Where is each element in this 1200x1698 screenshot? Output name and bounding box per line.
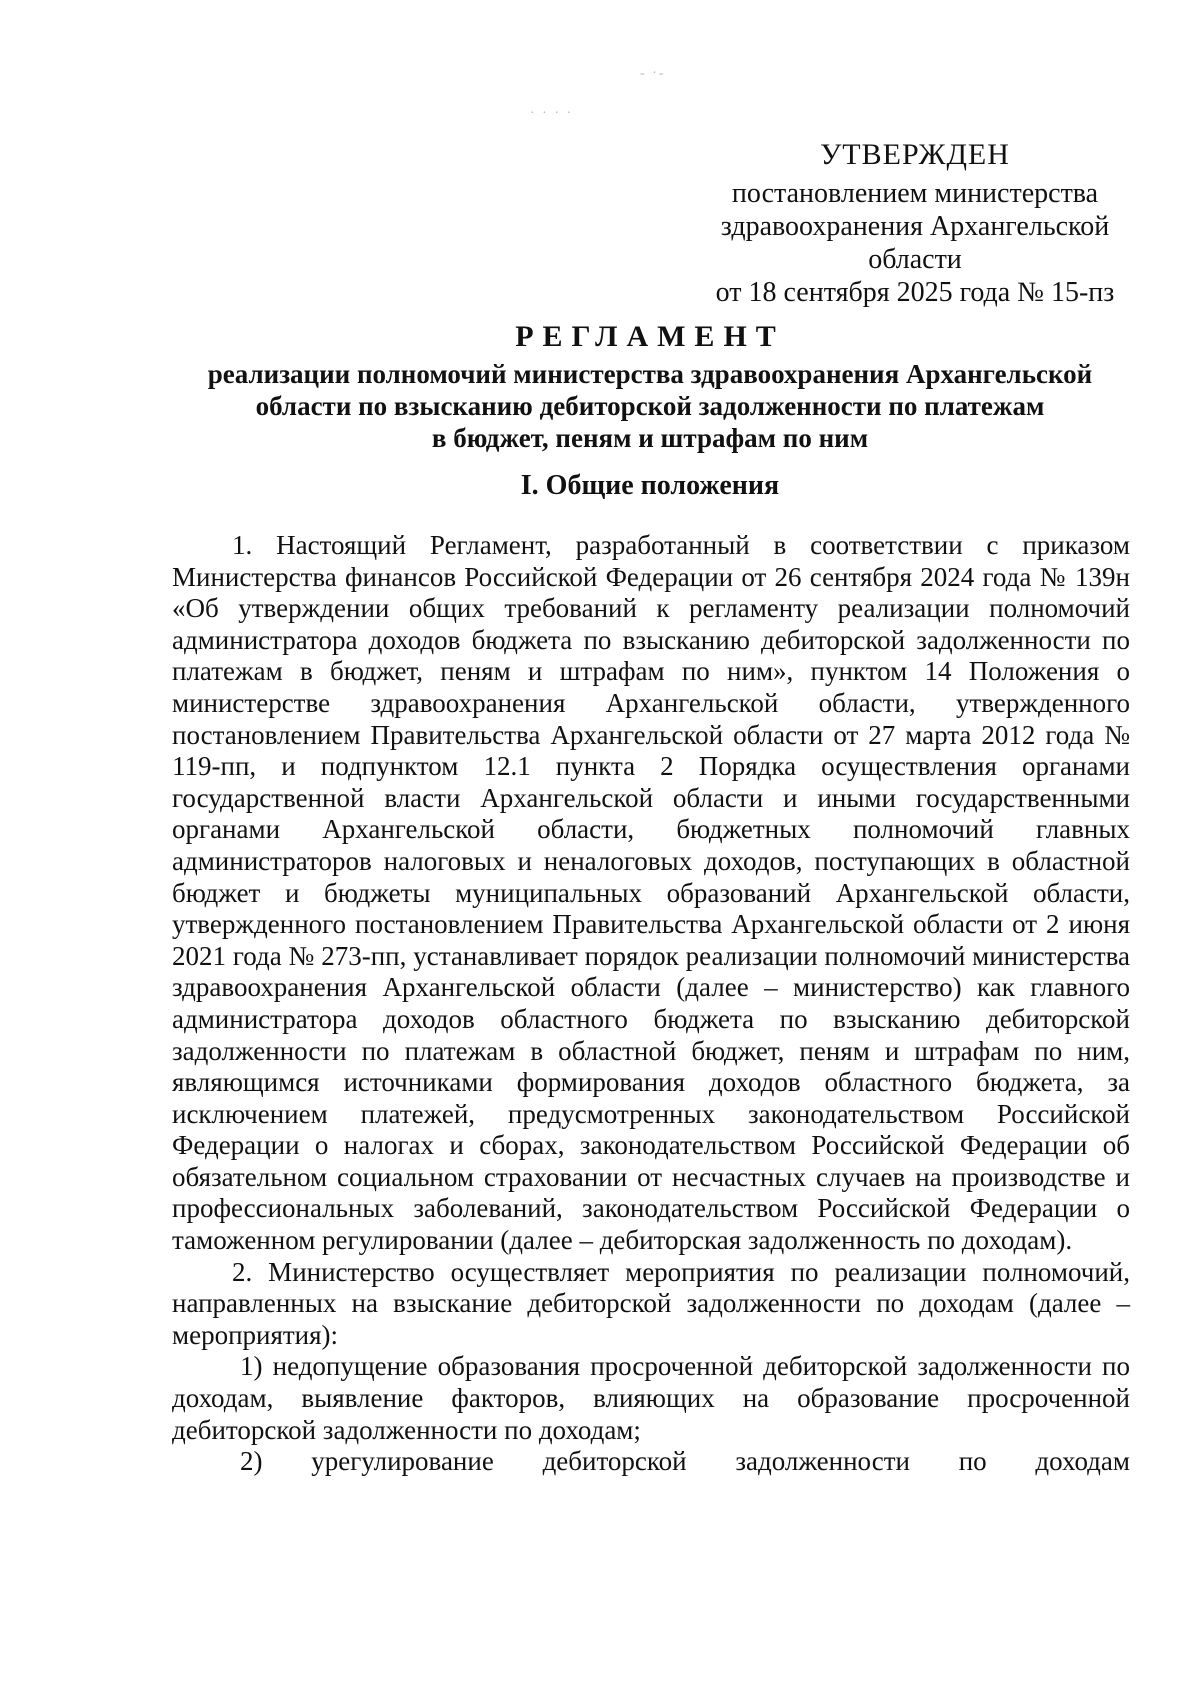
approval-line: постановлением министерства bbox=[731, 178, 1099, 209]
document-subtitle: реализации полномочий министерства здравоохранения Архангельской bbox=[207, 359, 1093, 389]
scan-artifact: · · · · bbox=[530, 106, 574, 121]
approval-line: области bbox=[868, 244, 962, 275]
approval-heading: УТВЕРЖДЕН bbox=[820, 138, 1010, 171]
approval-stamp bbox=[700, 138, 1130, 309]
scan-artifact: ‑ ·‑ bbox=[640, 66, 666, 81]
document-subtitle: области по взысканию дебиторской задолженности по платежам bbox=[255, 391, 1045, 421]
paragraph: 1. Настоящий Регламент, разработанный в соответствии с приказом Министерства финансов Российской Федерации от 26 сентября 2024 года № 139н «Об утверждении общих требований к регламенту реализации полномочий администратора доходов бюджета по взысканию дебиторской задолженности по платежам в бюджет, пеням и штрафам по ним», пунктом 14 Положения о министерстве здравоохранения Архангельской области, утвержденного постановлением Правительства Архангельской области от 27 марта 2012 года № 119-пп, и подпунктом 12.1 пункта 2 Порядка осуществления органами государственной власти Архангельской области и иными государственными органами Архангельской области, бюджетных полномочий главных администраторов налоговых и неналоговых доходов, поступающих в областной бюджет и бюджеты муниципальных образований Архангельской области, утвержденного постановлением Правительства Архангельской области от 2 июня 2021 года № 273-пп, устанавливает порядок реализации полномочий министерства здравоохранения Архангельской области (далее – министерство) как главного администратора доходов областного бюджета по взысканию дебиторской задолженности по платежам в областной бюджет, пеням и штрафам по ним, являющимся источниками формирования доходов областного бюджета, за исключением платежей, предусмотренных законодательством Российской Федерации о налогах и сборах, законодательством Российской Федерации об обязательном социальном страховании от несчастных случаев на производстве и профессиональных заболеваний, законодательством Российской Федерации о таможенном регулировании (далее – дебиторская задолженность по доходам). bbox=[172, 530, 1130, 1256]
paragraph: 2. Министерство осуществляет мероприятия по реализации полномочий, направленных на взыскание дебиторской задолженности по доходам (далее – мероприятия): bbox=[172, 1256, 1130, 1350]
document-title-block bbox=[150, 320, 1150, 454]
list-item: 2) урегулирование дебиторской задолженности по доходам bbox=[240, 1446, 1130, 1477]
approval-date-number: от 18 сентября 2025 года № 15-пз bbox=[715, 277, 1115, 308]
approval-line: здравоохранения Архангельской bbox=[720, 211, 1110, 242]
document-subtitle: в бюджет, пеням и штрафам по ним bbox=[431, 423, 869, 453]
document-title: РЕГЛАМЕНТ bbox=[515, 320, 785, 353]
section-heading: I. Общие положения bbox=[520, 470, 780, 501]
list-item: 1) недопущение образования просроченной дебиторской задолженности по доходам, выявление факторов, влияющих на образование просроченной дебиторской задолженности по доходам; bbox=[172, 1351, 1130, 1445]
document-body bbox=[172, 530, 1130, 1478]
